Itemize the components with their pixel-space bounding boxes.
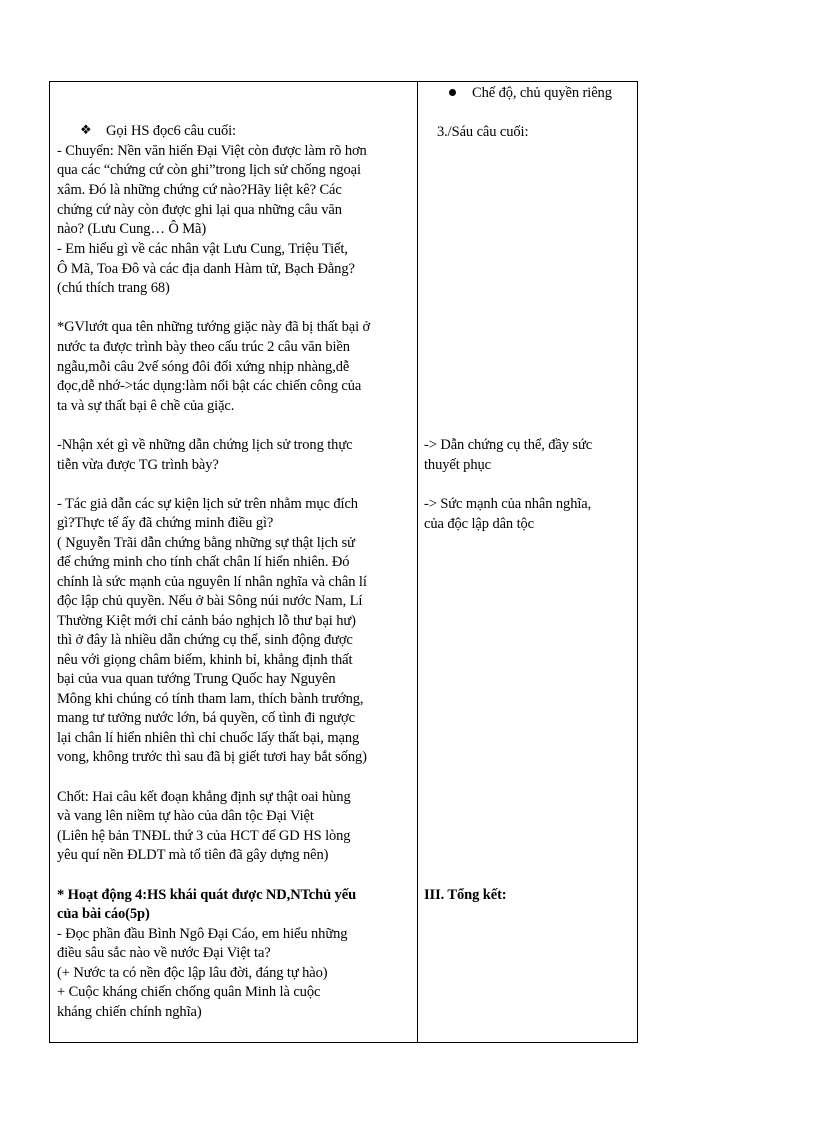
left-line-40: + Cuộc kháng chiến chống quân Minh là cuộc: [57, 984, 321, 1000]
left-line-26: bại của vua quan tướng Trung Quốc hay Nguyên: [57, 671, 336, 687]
left-line-14: ta và sự thất bại ê chề của giặc.: [57, 398, 235, 414]
column-divider: [417, 81, 418, 1043]
left-line-15: -Nhận xét gì về những dẫn chứng lịch sử trong thực: [57, 437, 353, 453]
section-heading-tong-ket: III. Tổng kết:: [424, 887, 507, 903]
left-line-32: và vang lên niềm tự hào của dân tộc Đại Việt: [57, 808, 314, 824]
left-line-38: điều sâu sắc nào về nước Đại Việt ta?: [57, 945, 271, 961]
left-line-30: vong, không trước thì sau đã bị giết tươi hay bắt sống): [57, 749, 367, 765]
left-line-19: ( Nguyễn Trãi dẫn chứng bằng những sự thật lịch sử: [57, 535, 355, 551]
left-line-16: tiễn vừa được TG trình bày?: [57, 457, 219, 473]
right-line-6: của độc lập dân tộc: [424, 516, 535, 532]
left-line-10: *GVlướt qua tên những tướng giặc này đã bị thất bại ở: [57, 319, 371, 335]
left-line-28: mang tư tưởng nước lớn, bá quyền, cố tình đi ngược: [57, 710, 355, 726]
left-line-11: nước ta được trình bày theo cấu trúc 2 câu văn biền: [57, 339, 350, 355]
left-line-9: (chú thích trang 68): [57, 280, 170, 296]
left-line-1: Gọi HS đọc6 câu cuối:: [106, 123, 236, 139]
left-line-41: kháng chiến chính nghĩa): [57, 1004, 202, 1020]
left-line-6: nào? (Lưu Cung… Ô Mã): [57, 221, 207, 237]
left-line-33: (Liên hệ bản TNĐL thứ 3 của HCT để GD HS lòng: [57, 828, 351, 844]
left-line-4: xâm. Đó là những chứng cứ nào?Hãy liệt kê? Các: [57, 182, 342, 198]
left-line-5: chứng cứ này còn được ghi lại qua những câu văn: [57, 202, 342, 218]
left-line-34: yêu quí nền ĐLDT mà tổ tiên đã gây dựng nên): [57, 847, 329, 863]
left-line-8: Ô Mã, Toa Đô và các địa danh Hàm tử, Bạch Đằng?: [57, 261, 355, 277]
right-line-3: -> Dẫn chứng cụ thể, đầy sức: [424, 437, 593, 453]
left-line-21: chính là sức mạnh của nguyên lí nhân nghĩa và chân lí: [57, 574, 367, 590]
left-line-25: nêu với giọng châm biếm, khinh bỉ, khẳng định thất: [57, 652, 353, 668]
activity-4-heading-cont: của bài cáo(5p): [57, 906, 150, 922]
right-line-1: Chế độ, chủ quyền riêng: [472, 85, 612, 101]
diamond-bullet-icon: ❖: [80, 123, 92, 138]
left-line-20: để chứng minh cho tính chất chân lí hiển nhiên. Đó: [57, 554, 350, 570]
left-line-2: - Chuyển: Nền văn hiến Đại Việt còn được làm rõ hơn: [57, 143, 367, 159]
left-line-27: Mông khi chúng có tính tham lam, thích bành trướng,: [57, 691, 364, 707]
left-line-23: Thường Kiệt mới chỉ cảnh báo nghịch lỗ thư bại hư): [57, 613, 356, 629]
left-line-3: qua các “chứng cứ còn ghi”trong lịch sử chống ngoại: [57, 162, 361, 178]
left-line-13: đọc,dễ nhớ->tác dụng:làm nổi bật các chiến công của: [57, 378, 362, 394]
left-line-17: - Tác giả dẫn các sự kiện lịch sử trên nhằm mục đích: [57, 496, 358, 512]
round-bullet-icon: [449, 89, 456, 96]
right-line-2: 3./Sáu câu cuối:: [437, 124, 529, 140]
right-line-5: -> Sức mạnh của nhân nghĩa,: [424, 496, 592, 512]
activity-4-heading: * Hoạt động 4:HS khái quát được ND,NTchủ yếu: [57, 887, 357, 903]
left-line-37: - Đọc phần đầu Bình Ngô Đại Cáo, em hiểu những: [57, 926, 348, 942]
right-line-4: thuyết phục: [424, 457, 491, 473]
left-line-24: thì ở đây là nhiều dẫn chứng cụ thể, sinh động được: [57, 632, 353, 648]
left-line-7: - Em hiểu gì về các nhân vật Lưu Cung, Triệu Tiết,: [57, 241, 348, 257]
left-line-31: Chốt: Hai câu kết đoạn khẳng định sự thật oai hùng: [57, 789, 351, 805]
left-line-18: gì?Thực tế ấy đã chứng minh điều gì?: [57, 515, 274, 531]
left-line-12: ngẫu,mỗi câu 2vế sóng đôi đối xứng nhịp nhàng,dễ: [57, 359, 350, 375]
left-line-22: độc lập chủ quyền. Nếu ở bài Sông núi nước Nam, Lí: [57, 593, 363, 609]
left-line-29: lại chân lí hiển nhiên thì chỉ chuốc lấy thất bại, mạng: [57, 730, 360, 746]
left-line-39: (+ Nước ta có nền độc lập lâu đời, đáng tự hào): [57, 965, 328, 981]
